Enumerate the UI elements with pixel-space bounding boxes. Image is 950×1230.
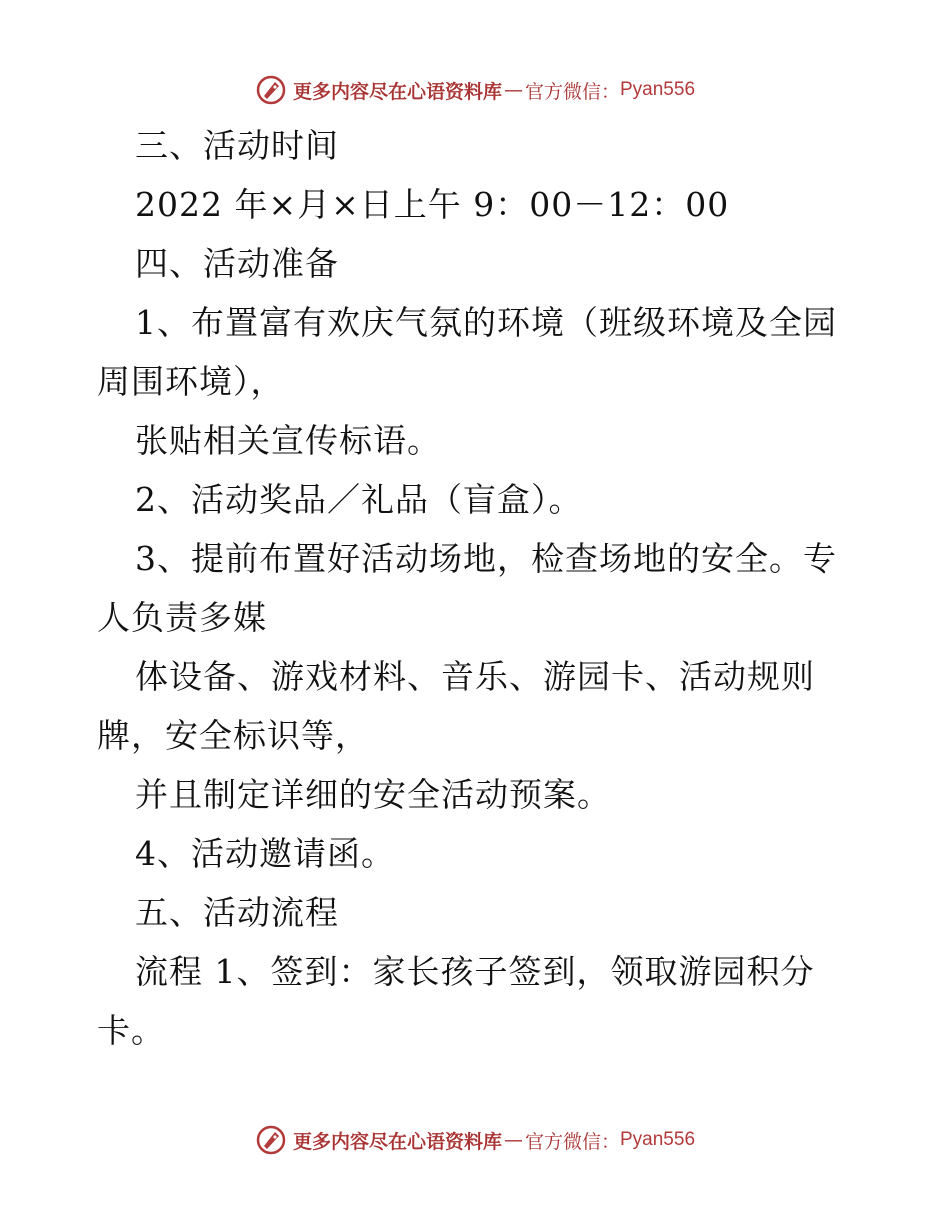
banner-site-name: 更多内容尽在心语资料库 — [292, 80, 502, 103]
banner-wechat-id: Pyan556 — [620, 79, 696, 100]
preparation-item-3: 3、提前布置好活动场地，检查场地的安全。专 — [135, 539, 837, 578]
banner-wechat-id: Pyan556 — [620, 1129, 696, 1150]
header-banner — [0, 70, 950, 110]
process-step-1: 流程 1、签到：家长孩子签到，领取游园积分 — [135, 952, 815, 991]
banner-wechat-label: 官方微信： — [524, 80, 620, 103]
preparation-item-1-cont-2: 张贴相关宣传标语。 — [135, 421, 441, 460]
preparation-item-3-cont-4: 并且制定详细的安全活动预案。 — [135, 775, 611, 814]
activity-time-text: 2022 年×月×日上午 9：00－12：00 — [135, 185, 730, 224]
preparation-item-1-cont: 周围环境）， — [97, 362, 285, 401]
preparation-item-3-cont-3: 牌，安全标识等， — [97, 716, 369, 755]
banner-wechat-label: 官方微信： — [524, 1130, 620, 1153]
preparation-item-3-cont-2: 体设备、游戏材料、音乐、游园卡、活动规则 — [135, 657, 815, 696]
footer-banner — [0, 1120, 950, 1160]
banner-site-name: 更多内容尽在心语资料库 — [292, 1130, 502, 1153]
banner-dash: — — [503, 79, 523, 101]
document-body — [97, 116, 837, 1060]
pen-nib-logo-icon — [255, 1124, 287, 1156]
heading-activity-process: 五、活动流程 — [135, 893, 339, 932]
pen-nib-logo-icon — [255, 74, 287, 106]
preparation-item-3-cont: 人负责多媒 — [97, 598, 267, 637]
preparation-item-1: 1、布置富有欢庆气氛的环境（班级环境及全园 — [135, 303, 837, 342]
heading-activity-preparation: 四、活动准备 — [135, 244, 339, 283]
preparation-item-2: 2、活动奖品／礼品（盲盒）。 — [135, 480, 583, 519]
banner-dash: — — [503, 1129, 523, 1151]
preparation-item-4: 4、活动邀请函。 — [135, 834, 395, 873]
process-step-1-cont: 卡。 — [97, 1011, 165, 1050]
heading-activity-time: 三、活动时间 — [135, 126, 339, 165]
